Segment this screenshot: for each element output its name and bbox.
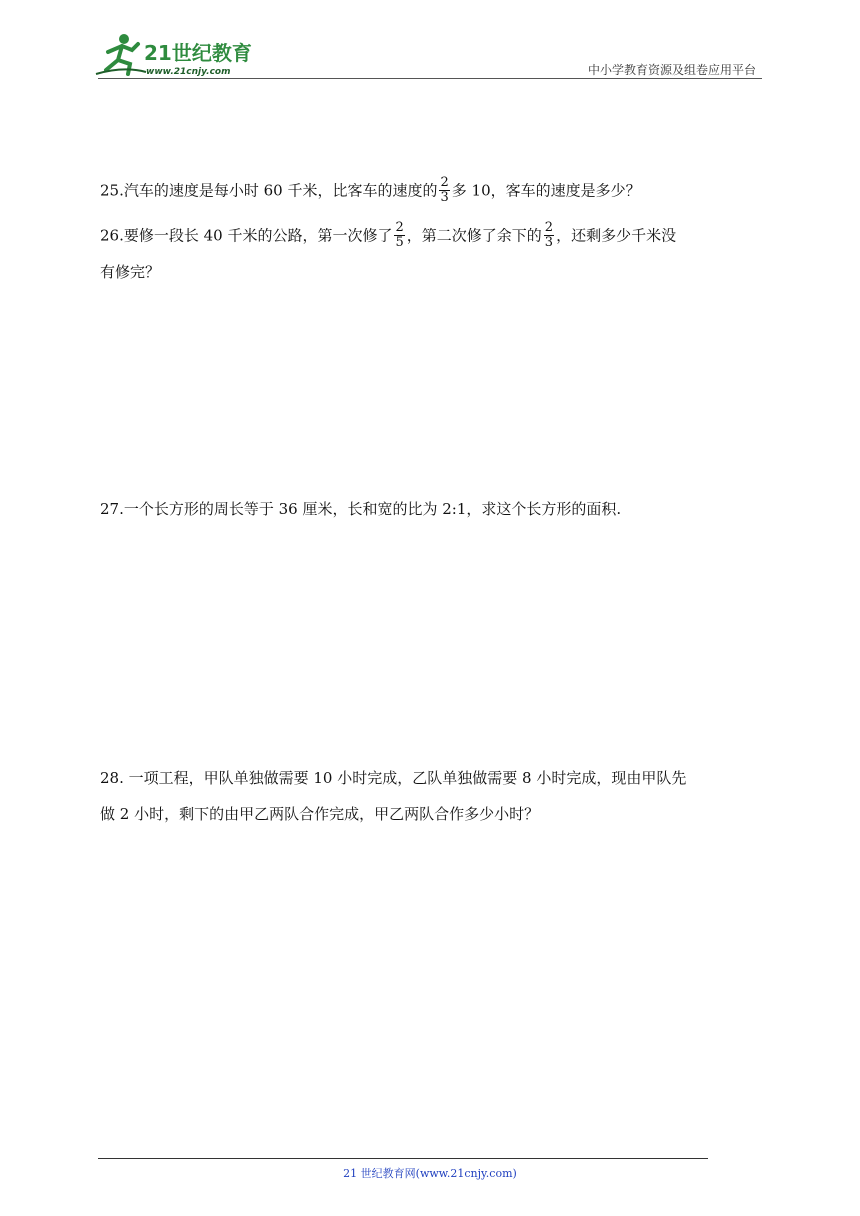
q25-prefix: 25.汽车的速度是每小时 60 千米，比客车的速度的 xyxy=(100,181,438,200)
logo-brand-text: 21世纪教育 xyxy=(144,41,252,65)
q26-frac1-denominator: 5 xyxy=(395,235,404,250)
footer-link[interactable]: 21 世纪教育网(www.21cnjy.com) xyxy=(343,1167,517,1180)
q25-suffix: 多 10，客车的速度是多少？ xyxy=(451,181,641,200)
q26-part1: 26.要修一段长 40 千米的公路，第一次修了 xyxy=(100,226,393,245)
site-logo xyxy=(94,30,264,78)
q26-part2: ，第二次修了余下的 xyxy=(406,226,542,245)
question-28-line1: 28. 一项工程，甲队单独做需要 10 小时完成，乙队单独做需要 8 小时完成，现由甲队先 xyxy=(100,769,687,787)
q26-fraction-2 xyxy=(544,221,554,250)
logo-url-text: www.21cnjy.com xyxy=(146,67,231,77)
q26-line2: 有修完？ xyxy=(100,263,161,281)
runner-logo-icon xyxy=(94,30,264,78)
q26-frac2-denominator: 3 xyxy=(544,235,554,250)
q26-fraction-1 xyxy=(394,221,404,250)
q25-frac-numerator: 2 xyxy=(440,175,449,190)
q26-frac1-numerator: 2 xyxy=(395,220,404,235)
q25-frac-denominator: 3 xyxy=(440,190,449,205)
q26-frac2-numerator: 2 xyxy=(544,220,554,235)
platform-name: 中小学教育资源及组卷应用平台 xyxy=(587,63,756,77)
question-26 xyxy=(100,222,768,251)
question-27: 27.一个长方形的周长等于 36 厘米，长和宽的比为 2:1，求这个长方形的面积. xyxy=(100,500,622,518)
footer-divider xyxy=(98,1158,708,1159)
q25-fraction xyxy=(439,176,449,205)
header-divider xyxy=(98,78,762,79)
question-28-line2: 做 2 小时，剩下的由甲乙两队合作完成，甲乙两队合作多少小时？ xyxy=(100,805,540,823)
question-25 xyxy=(100,177,768,206)
q26-part3: ，还剩多少千米没 xyxy=(556,226,677,245)
